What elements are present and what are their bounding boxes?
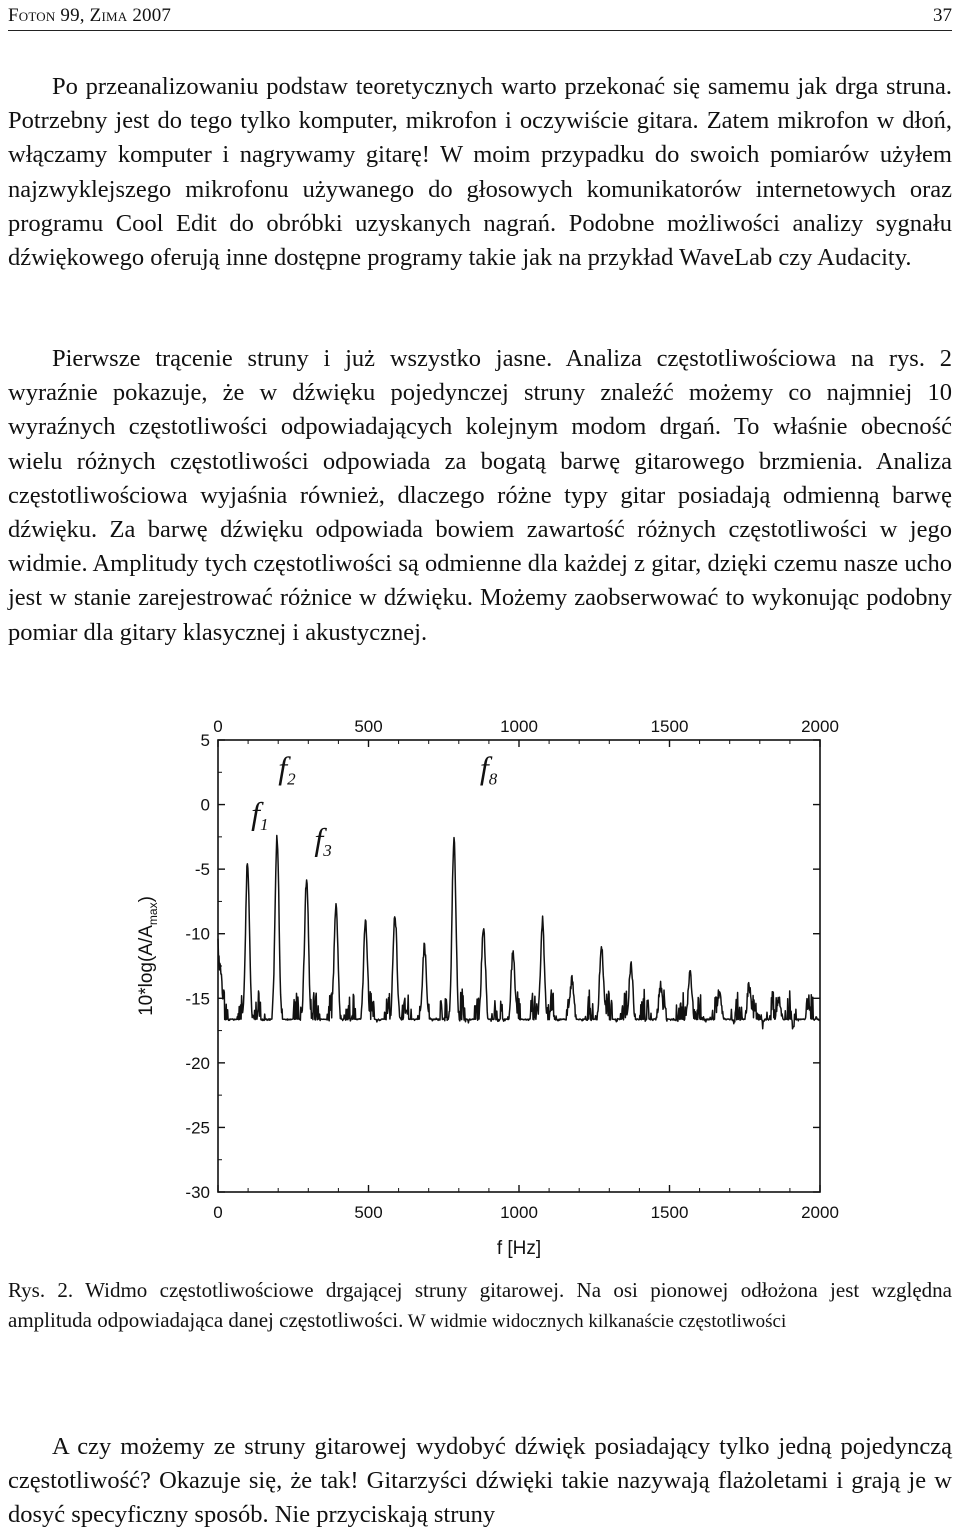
y-tick-label: 5 — [200, 731, 210, 750]
y-tick-label: -30 — [185, 1183, 210, 1202]
spectrum-chart — [0, 700, 960, 1270]
running-header — [8, 0, 952, 31]
y-axis-label: $10*\log(A/A_{max})$ — [136, 896, 160, 1016]
paragraph-harmonics: A czy możemy ze struny gitarowej wydobyć dźwięk posiadający tylko jedną pojedynczą częstotliwość? Okazuje się, że tak! Gitarzyści dźwięki takie nazywają flażoletami i grają je w dosyć specyficzny sposób. Nie przyciskają struny — [8, 1433, 952, 1529]
x-tick-label-top: 1000 — [500, 717, 538, 736]
peak-annotation-f3: f3 — [314, 820, 332, 860]
paragraph-intro: Po przeanalizowaniu podstaw teoretycznych warto przekonać się samemu jak drga struna. Potrzebny jest do tego tylko komputer, mikrofon i oczywiście gitara. Zatem mikrofon w dłoń, włączamy komputer i nagrywamy gitarę! W moim przypadku do swoich pomiarów użyłem najzwyklejszego mikrofonu używanego do głosowych komunikatorów internetowych oraz programu Cool Edit do obróbki uzyskanych nagrań. Podobne możliwości analizy sygnału dźwiękowego oferują inne dostępne programy takie jak na przykład WaveLab czy Audacity. — [8, 73, 952, 272]
x-tick-label-bottom: 500 — [354, 1203, 383, 1222]
plot-frame — [218, 740, 820, 1192]
y-tick-label: -25 — [185, 1118, 210, 1138]
caption-label: Rys. 2. Widmo częstotliwościowe drgającej struny gitarowej. — [8, 1278, 565, 1302]
x-tick-label-top: 1500 — [650, 717, 689, 736]
spectrum-line — [218, 836, 820, 1029]
caption-note: W widmie widocznych kilkanaście częstotliwości — [403, 1311, 787, 1332]
x-axis-label: f [Hz] — [496, 1238, 542, 1259]
x-tick-label-top: 0 — [213, 717, 223, 736]
x-tick-label-bottom: 1000 — [500, 1203, 538, 1222]
x-tick-label-top: 2000 — [801, 717, 839, 736]
peak-annotation-f1: f1 — [251, 794, 269, 834]
x-tick-label-bottom: 2000 — [801, 1203, 839, 1222]
journal-title: Foton 99, Zima 2007 — [8, 5, 172, 26]
paragraph-analysis: Pierwsze trącenie struny i już wszystko jasne. Analiza częstotliwościowa na rys. 2 wyraźnie pokazuje, że w dźwięku pojedynczej struny znaleźć możemy co najmniej 10 wyraźnych częstotliwości odpowiadających kolejnym modom drgań. To właśnie obecność wielu różnych częstotliwości odpowiada za bogatą barwę gitarowego brzmienia. Analiza częstotliwościowa wyjaśnia również, dlaczego różne typy gitar posiadają odmienną barwę dźwięku. Za barwę dźwięku odpowiada bowiem zawartość różnych częstotliwości w jego widmie. Amplitudy tych częstotliwości są odmienne dla każdej z gitar, dzięki czemu nasze ucho jest w stanie zarejestrować różnice w dźwięku. Możemy zaobserwować to wykonując podobny pomiar dla gitary klasycznej i akustycznej. — [8, 345, 952, 646]
x-tick-label-bottom: 1500 — [650, 1203, 689, 1222]
y-tick-label: -15 — [185, 989, 210, 1009]
page-number: 37 — [933, 5, 952, 26]
x-tick-label-bottom: 0 — [213, 1203, 223, 1222]
y-tick-label: 0 — [200, 795, 210, 815]
peak-annotation-f2: f2 — [278, 749, 296, 789]
caption-body: Na osi pionowej odłożona jest względna amplituda odpowiadająca danej częstotliwości. — [8, 1278, 952, 1332]
figure-caption — [8, 1275, 952, 1337]
y-tick-label: -10 — [185, 924, 210, 944]
x-tick-label-top: 500 — [354, 717, 383, 736]
y-tick-label: -20 — [185, 1053, 210, 1073]
y-tick-label: -5 — [194, 860, 210, 880]
peak-annotation-f8: f8 — [479, 749, 498, 789]
